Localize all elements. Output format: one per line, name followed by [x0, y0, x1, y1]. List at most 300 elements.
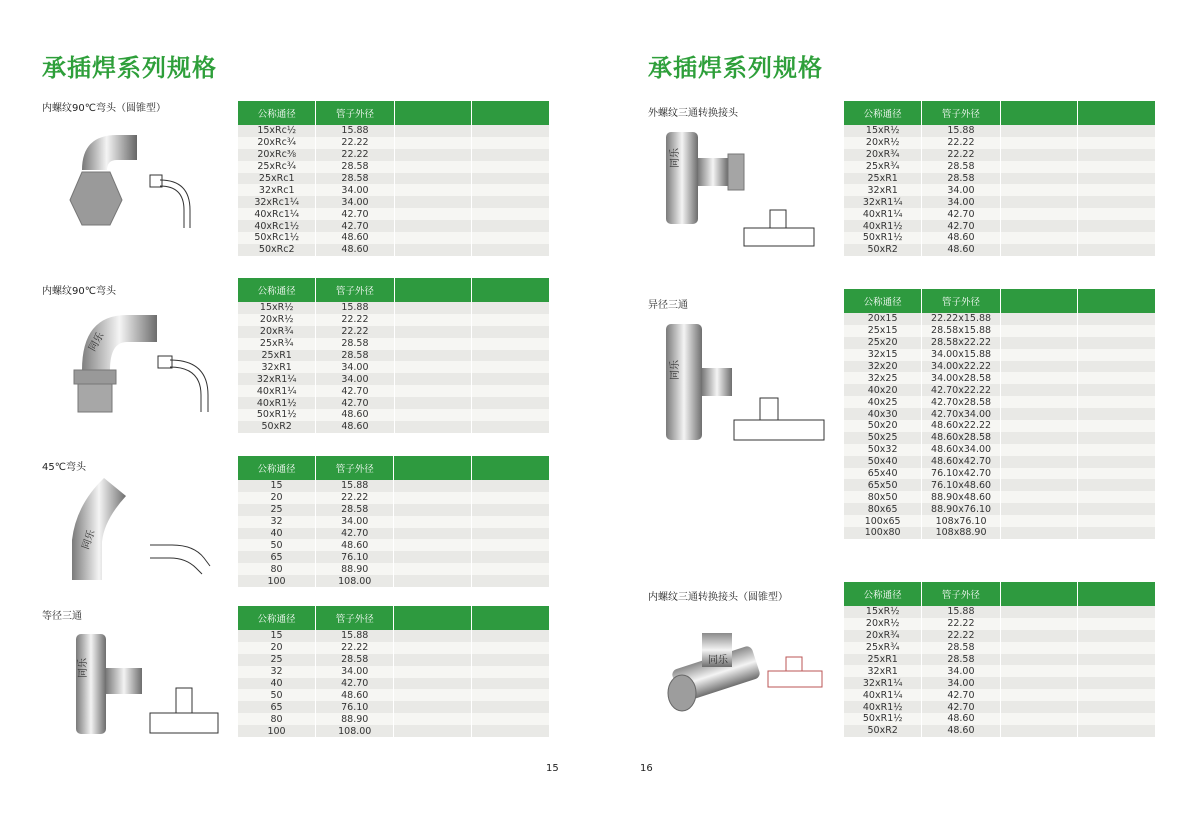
female-thread-tee-photo [660, 615, 830, 725]
column-header: 管子外径 [922, 289, 1001, 313]
empty-cell [394, 244, 472, 256]
empty-cell [1000, 220, 1078, 232]
outer-diameter-cell: 88.90x76.10 [922, 503, 1001, 515]
nominal-size-cell: 100 [238, 575, 316, 587]
outer-diameter-cell: 15.88 [922, 606, 1000, 618]
column-header: 公称通径 [238, 101, 316, 125]
empty-cell [472, 220, 550, 232]
column-header [394, 278, 472, 302]
nominal-size-cell: 25xR1 [238, 350, 316, 362]
outer-diameter-cell: 22.22x15.88 [922, 313, 1001, 325]
outer-diameter-cell: 22.22 [316, 326, 394, 338]
outer-diameter-cell: 28.58 [922, 173, 1000, 185]
nominal-size-cell: 50x32 [844, 444, 922, 456]
table-row [238, 232, 550, 244]
table-row [238, 563, 550, 575]
outer-diameter-cell: 15.88 [316, 125, 394, 137]
empty-cell [394, 232, 472, 244]
outer-diameter-cell: 28.58 [316, 338, 394, 350]
brand-mark: 同乐 [670, 148, 681, 168]
empty-cell [472, 528, 550, 540]
nominal-size-cell: 40xR1¼ [844, 689, 922, 701]
table-row [844, 432, 1156, 444]
outer-diameter-cell: 15.88 [316, 480, 394, 492]
empty-cell [1000, 408, 1078, 420]
table-row [844, 654, 1156, 666]
empty-cell [472, 409, 550, 421]
empty-cell [394, 125, 472, 137]
nominal-size-cell: 50xR1½ [844, 232, 922, 244]
nominal-size-cell: 20xR½ [844, 137, 922, 149]
nominal-size-cell: 40xR1¼ [844, 208, 922, 220]
elbow-45-photo [62, 470, 222, 590]
empty-cell [1078, 665, 1156, 677]
spec-table [844, 101, 1156, 256]
nominal-size-cell: 25 [238, 654, 316, 666]
table-row [844, 491, 1156, 503]
table-row [238, 666, 550, 678]
empty-cell [1000, 161, 1078, 173]
outer-diameter-cell: 22.22 [922, 618, 1000, 630]
outer-diameter-cell: 48.60 [316, 539, 394, 551]
empty-cell [1078, 444, 1156, 456]
outer-diameter-cell: 48.60 [316, 244, 394, 256]
table-row [238, 338, 550, 350]
table-row [844, 196, 1156, 208]
empty-cell [394, 220, 472, 232]
column-header: 管子外径 [922, 101, 1000, 125]
empty-cell [1078, 654, 1156, 666]
table-row [238, 678, 550, 690]
empty-cell [1078, 468, 1156, 480]
spec-table [844, 289, 1156, 539]
nominal-size-cell: 32xRc1¼ [238, 196, 316, 208]
nominal-size-cell: 20xR¾ [844, 149, 922, 161]
empty-cell [394, 149, 472, 161]
empty-cell [1000, 244, 1078, 256]
empty-cell [1078, 208, 1156, 220]
outer-diameter-cell: 42.70 [316, 528, 394, 540]
empty-cell [1078, 456, 1156, 468]
table-row [238, 397, 550, 409]
empty-cell [472, 196, 550, 208]
empty-cell [472, 173, 550, 185]
outer-diameter-cell: 28.58 [922, 654, 1000, 666]
empty-cell [394, 421, 472, 433]
nominal-size-cell: 40xR1½ [238, 397, 316, 409]
outer-diameter-cell: 28.58 [316, 504, 394, 516]
empty-cell [1000, 725, 1078, 737]
empty-cell [472, 516, 550, 528]
nominal-size-cell: 25x20 [844, 337, 922, 349]
table-row [844, 618, 1156, 630]
empty-cell [1000, 527, 1078, 539]
outer-diameter-cell: 34.00 [922, 665, 1000, 677]
empty-cell [1000, 372, 1078, 384]
empty-cell [1000, 701, 1078, 713]
outer-diameter-cell: 42.70x34.00 [922, 408, 1001, 420]
outer-diameter-cell: 48.60 [922, 232, 1000, 244]
empty-cell [394, 302, 472, 314]
empty-cell [1000, 149, 1078, 161]
table-row [238, 725, 550, 737]
table-row [238, 504, 550, 516]
page-number-right: 16 [640, 763, 653, 774]
nominal-size-cell: 50 [238, 539, 316, 551]
column-header: 公称通径 [238, 456, 316, 480]
empty-cell [1078, 384, 1156, 396]
nominal-size-cell: 25xR¾ [844, 642, 922, 654]
empty-cell [394, 196, 472, 208]
empty-cell [1000, 618, 1078, 630]
empty-cell [1078, 325, 1156, 337]
elbow-female-thread-photo [62, 120, 222, 240]
empty-cell [472, 137, 550, 149]
outer-diameter-cell: 34.00 [316, 373, 394, 385]
empty-cell [394, 701, 472, 713]
table-row [238, 516, 550, 528]
empty-cell [394, 504, 472, 516]
column-header [472, 456, 550, 480]
empty-cell [472, 701, 550, 713]
empty-cell [394, 516, 472, 528]
empty-cell [394, 409, 472, 421]
nominal-size-cell: 20 [238, 642, 316, 654]
outer-diameter-cell: 22.22 [316, 137, 394, 149]
empty-cell [1078, 606, 1156, 618]
empty-cell [472, 492, 550, 504]
empty-cell [1000, 137, 1078, 149]
nominal-size-cell: 50xR2 [238, 421, 316, 433]
table-row [844, 125, 1156, 137]
table-row [844, 725, 1156, 737]
empty-cell [472, 725, 550, 737]
outer-diameter-cell: 34.00 [922, 677, 1000, 689]
column-header: 管子外径 [316, 456, 394, 480]
outer-diameter-cell: 76.10x48.60 [922, 479, 1001, 491]
empty-cell [1078, 479, 1156, 491]
table-header-row [844, 289, 1156, 313]
outer-diameter-cell: 48.60x42.70 [922, 456, 1001, 468]
outer-diameter-cell: 42.70 [922, 689, 1000, 701]
empty-cell [394, 137, 472, 149]
empty-cell [1000, 173, 1078, 185]
table-header-row [238, 606, 550, 630]
empty-cell [472, 373, 550, 385]
nominal-size-cell: 40x20 [844, 384, 922, 396]
empty-cell [1000, 337, 1078, 349]
empty-cell [472, 539, 550, 551]
empty-cell [472, 575, 550, 587]
outer-diameter-cell: 34.00 [316, 196, 394, 208]
table-row [238, 630, 550, 642]
table-row [844, 173, 1156, 185]
nominal-size-cell: 50x25 [844, 432, 922, 444]
outer-diameter-cell: 48.60x28.58 [922, 432, 1001, 444]
nominal-size-cell: 15xR½ [844, 125, 922, 137]
spec-table [844, 582, 1156, 737]
empty-cell [1000, 503, 1078, 515]
empty-cell [394, 563, 472, 575]
outer-diameter-cell: 34.00x28.58 [922, 372, 1001, 384]
outer-diameter-cell: 34.00x15.88 [922, 349, 1001, 361]
column-header: 公称通径 [844, 582, 922, 606]
nominal-size-cell: 32xRc1 [238, 184, 316, 196]
empty-cell [1078, 220, 1156, 232]
page-number-left: 15 [546, 763, 559, 774]
nominal-size-cell: 15 [238, 630, 316, 642]
table-row [844, 642, 1156, 654]
spec-table [238, 456, 550, 587]
table-row [844, 184, 1156, 196]
column-header: 管子外径 [316, 278, 394, 302]
table-row [844, 149, 1156, 161]
outer-diameter-cell: 28.58 [922, 642, 1000, 654]
table-row [238, 173, 550, 185]
nominal-size-cell: 65 [238, 551, 316, 563]
table-row [238, 528, 550, 540]
table-row [844, 665, 1156, 677]
nominal-size-cell: 25xR¾ [238, 338, 316, 350]
nominal-size-cell: 65x40 [844, 468, 922, 480]
table-row [844, 161, 1156, 173]
outer-diameter-cell: 28.58x15.88 [922, 325, 1001, 337]
column-header: 管子外径 [922, 582, 1000, 606]
column-header [394, 101, 472, 125]
nominal-size-cell: 32xR1¼ [844, 677, 922, 689]
empty-cell [1078, 630, 1156, 642]
outer-diameter-cell: 28.58 [316, 173, 394, 185]
empty-cell [1078, 173, 1156, 185]
empty-cell [1000, 361, 1078, 373]
empty-cell [472, 385, 550, 397]
empty-cell [394, 539, 472, 551]
outer-diameter-cell: 108x76.10 [922, 515, 1001, 527]
empty-cell [1000, 606, 1078, 618]
column-header: 公称通径 [844, 101, 922, 125]
nominal-size-cell: 80 [238, 563, 316, 575]
table-row [238, 137, 550, 149]
section-label: 45℃弯头 [42, 462, 86, 473]
empty-cell [1000, 642, 1078, 654]
nominal-size-cell: 65x50 [844, 479, 922, 491]
empty-cell [1000, 125, 1078, 137]
page-title-left: 承插焊系列规格 [42, 54, 217, 82]
table-row [844, 606, 1156, 618]
empty-cell [1078, 196, 1156, 208]
table-row [844, 701, 1156, 713]
table-row [844, 137, 1156, 149]
table-row [238, 421, 550, 433]
empty-cell [1078, 232, 1156, 244]
empty-cell [394, 713, 472, 725]
outer-diameter-cell: 48.60 [316, 232, 394, 244]
empty-cell [1000, 196, 1078, 208]
table-row [238, 551, 550, 563]
nominal-size-cell: 15 [238, 480, 316, 492]
table-row [238, 539, 550, 551]
table-row [844, 349, 1156, 361]
nominal-size-cell: 100 [238, 725, 316, 737]
section-label: 内螺纹90℃弯头 [42, 286, 116, 297]
empty-cell [472, 244, 550, 256]
nominal-size-cell: 25x15 [844, 325, 922, 337]
nominal-size-cell: 15xRc½ [238, 125, 316, 137]
outer-diameter-cell: 108.00 [316, 575, 394, 587]
nominal-size-cell: 32xR1 [844, 184, 922, 196]
outer-diameter-cell: 22.22 [316, 314, 394, 326]
column-header: 管子外径 [316, 606, 394, 630]
empty-cell [1000, 515, 1078, 527]
section-label: 异径三通 [648, 300, 688, 311]
outer-diameter-cell: 34.00 [316, 184, 394, 196]
outer-diameter-cell: 15.88 [316, 630, 394, 642]
nominal-size-cell: 50x40 [844, 456, 922, 468]
empty-cell [394, 161, 472, 173]
nominal-size-cell: 80x50 [844, 491, 922, 503]
empty-cell [1078, 408, 1156, 420]
outer-diameter-cell: 48.60 [922, 725, 1000, 737]
table-row [238, 244, 550, 256]
column-header [472, 606, 550, 630]
outer-diameter-cell: 42.70x28.58 [922, 396, 1001, 408]
outer-diameter-cell: 28.58 [316, 350, 394, 362]
table-row [844, 361, 1156, 373]
empty-cell [1078, 515, 1156, 527]
empty-cell [1000, 444, 1078, 456]
empty-cell [1000, 384, 1078, 396]
outer-diameter-cell: 28.58 [922, 161, 1000, 173]
brand-mark: 同乐 [670, 360, 681, 380]
table-row [238, 701, 550, 713]
nominal-size-cell: 40x30 [844, 408, 922, 420]
outer-diameter-cell: 34.00 [316, 666, 394, 678]
empty-cell [472, 361, 550, 373]
empty-cell [1000, 689, 1078, 701]
empty-cell [1000, 432, 1078, 444]
empty-cell [1078, 725, 1156, 737]
column-header [472, 278, 550, 302]
column-header: 公称通径 [844, 289, 922, 313]
table-row [844, 232, 1156, 244]
empty-cell [394, 575, 472, 587]
table-row [844, 244, 1156, 256]
outer-diameter-cell: 42.70 [316, 385, 394, 397]
elbow-male-thread-photo [62, 300, 222, 420]
nominal-size-cell: 20xR½ [238, 314, 316, 326]
section-label: 内螺纹三通转换接头（圆锥型） [648, 592, 788, 603]
table-row [844, 313, 1156, 325]
empty-cell [472, 184, 550, 196]
nominal-size-cell: 32 [238, 666, 316, 678]
nominal-size-cell: 40xRc1¼ [238, 208, 316, 220]
table-row [238, 492, 550, 504]
table-row [238, 196, 550, 208]
page-title-right: 承插焊系列规格 [648, 54, 823, 82]
empty-cell [1078, 527, 1156, 539]
nominal-size-cell: 40 [238, 528, 316, 540]
table-header-row [844, 582, 1156, 606]
table-row [238, 361, 550, 373]
empty-cell [472, 713, 550, 725]
table-row [238, 480, 550, 492]
column-header [1000, 289, 1078, 313]
empty-cell [472, 480, 550, 492]
empty-cell [472, 314, 550, 326]
section-label: 内螺纹90℃弯头（圆锥型） [42, 103, 166, 114]
outer-diameter-cell: 22.22 [316, 149, 394, 161]
table-row [844, 689, 1156, 701]
table-row [844, 420, 1156, 432]
nominal-size-cell: 50xRc2 [238, 244, 316, 256]
nominal-size-cell: 32x25 [844, 372, 922, 384]
table-row [238, 373, 550, 385]
nominal-size-cell: 20xR¾ [238, 326, 316, 338]
spec-table [238, 606, 550, 737]
nominal-size-cell: 50xR1½ [844, 713, 922, 725]
empty-cell [1000, 654, 1078, 666]
outer-diameter-cell: 42.70 [316, 397, 394, 409]
nominal-size-cell: 80x65 [844, 503, 922, 515]
column-header [1000, 582, 1078, 606]
empty-cell [1078, 396, 1156, 408]
nominal-size-cell: 25xR1 [844, 173, 922, 185]
nominal-size-cell: 25 [238, 504, 316, 516]
empty-cell [1000, 208, 1078, 220]
empty-cell [472, 338, 550, 350]
column-header [1000, 101, 1078, 125]
empty-cell [1078, 372, 1156, 384]
empty-cell [394, 528, 472, 540]
brand-mark: 同乐 [87, 330, 107, 354]
table-row [844, 384, 1156, 396]
outer-diameter-cell: 48.60x22.22 [922, 420, 1001, 432]
table-header-row [238, 278, 550, 302]
brand-mark: 同乐 [78, 658, 89, 678]
equal-tee-photo [62, 628, 222, 740]
empty-cell [1000, 396, 1078, 408]
empty-cell [1000, 630, 1078, 642]
empty-cell [472, 302, 550, 314]
outer-diameter-cell: 28.58 [316, 654, 394, 666]
outer-diameter-cell: 108.00 [316, 725, 394, 737]
empty-cell [472, 208, 550, 220]
table-row [238, 689, 550, 701]
outer-diameter-cell: 76.10x42.70 [922, 468, 1001, 480]
empty-cell [472, 232, 550, 244]
empty-cell [1000, 456, 1078, 468]
brand-mark: 同乐 [708, 655, 728, 666]
outer-diameter-cell: 22.22 [922, 137, 1000, 149]
outer-diameter-cell: 88.90 [316, 713, 394, 725]
outer-diameter-cell: 34.00 [316, 516, 394, 528]
table-row [844, 630, 1156, 642]
empty-cell [394, 666, 472, 678]
empty-cell [472, 666, 550, 678]
spec-table [238, 278, 550, 433]
empty-cell [472, 642, 550, 654]
empty-cell [1000, 468, 1078, 480]
nominal-size-cell: 50xR1½ [238, 409, 316, 421]
empty-cell [472, 689, 550, 701]
nominal-size-cell: 32xR1¼ [844, 196, 922, 208]
column-header [1078, 289, 1156, 313]
table-row [238, 575, 550, 587]
table-row [238, 654, 550, 666]
outer-diameter-cell: 42.70 [922, 220, 1000, 232]
empty-cell [1078, 503, 1156, 515]
outer-diameter-cell: 28.58x22.22 [922, 337, 1001, 349]
